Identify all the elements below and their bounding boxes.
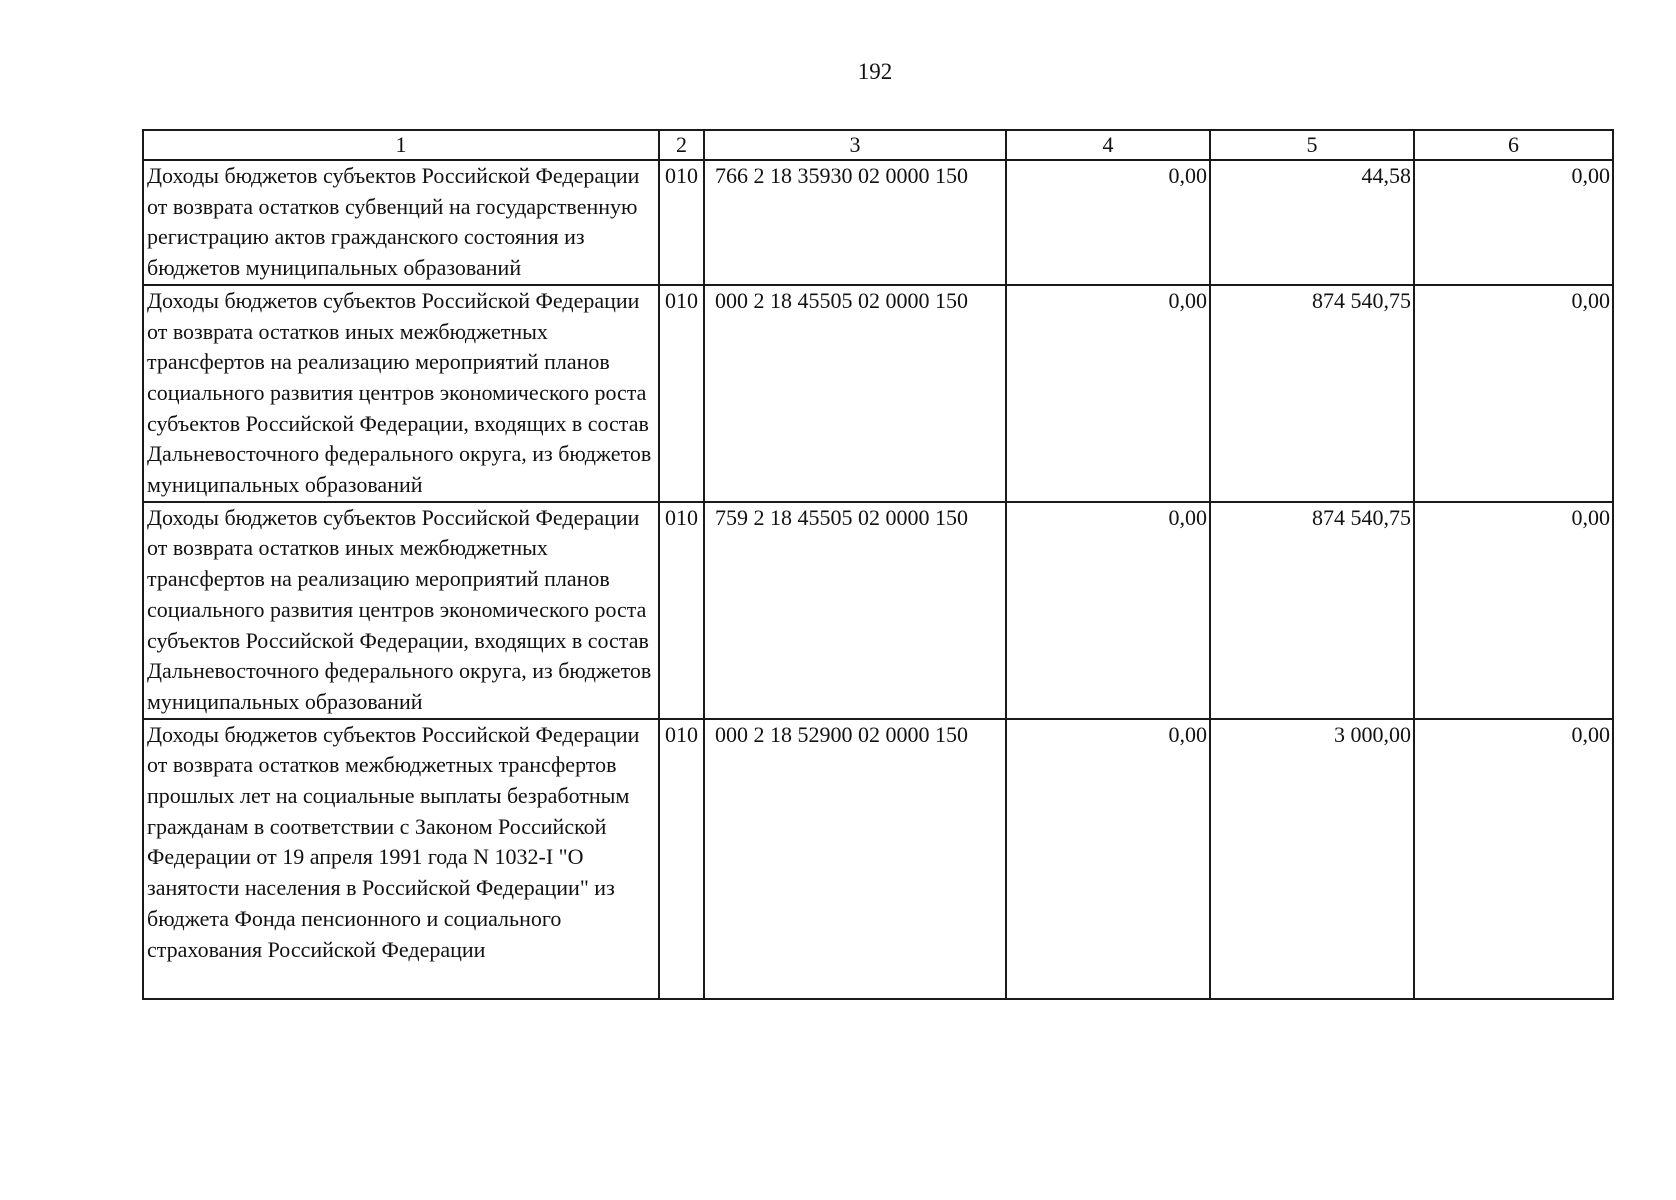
row-description: Доходы бюджетов субъектов Российской Федерации от возврата остатков иных межбюджетных трансфертов на реализацию мероприятий планов социального развития центров экономического роста субъектов Российской Федерации, входящих в состав Дальневосточного федерального округа, из бюджетов муниципальных образований	[143, 502, 659, 719]
table-header-row	[143, 130, 1613, 160]
row-line-code: 010	[659, 285, 704, 502]
table-row	[143, 285, 1613, 502]
table-row	[143, 719, 1613, 999]
row-budget-code: 000 2 18 45505 02 0000 150	[704, 285, 1006, 502]
page-number: 192	[857, 59, 893, 84]
row-value-col6: 0,00	[1414, 502, 1613, 719]
row-value-col5: 3 000,00	[1210, 719, 1414, 999]
table-row	[143, 502, 1613, 719]
column-header-5: 5	[1210, 130, 1414, 160]
row-budget-code: 000 2 18 52900 02 0000 150	[704, 719, 1006, 999]
row-value-col4: 0,00	[1006, 502, 1210, 719]
table-row	[143, 160, 1613, 285]
budget-table	[142, 129, 1614, 1000]
row-value-col4: 0,00	[1006, 285, 1210, 502]
row-value-col5: 874 540,75	[1210, 502, 1414, 719]
column-header-6: 6	[1414, 130, 1613, 160]
column-header-3: 3	[704, 130, 1006, 160]
row-value-col6: 0,00	[1414, 719, 1613, 999]
row-value-col6: 0,00	[1414, 285, 1613, 502]
row-budget-code: 759 2 18 45505 02 0000 150	[704, 502, 1006, 719]
row-value-col4: 0,00	[1006, 160, 1210, 285]
row-budget-code: 766 2 18 35930 02 0000 150	[704, 160, 1006, 285]
column-header-1: 1	[143, 130, 659, 160]
row-description: Доходы бюджетов субъектов Российской Федерации от возврата остатков иных межбюджетных трансфертов на реализацию мероприятий планов социального развития центров экономического роста субъектов Российской Федерации, входящих в состав Дальневосточного федерального округа, из бюджетов муниципальных образований	[143, 285, 659, 502]
column-header-4: 4	[1006, 130, 1210, 160]
row-description: Доходы бюджетов субъектов Российской Федерации от возврата остатков субвенций на государственную регистрацию актов гражданского состояния из бюджетов муниципальных образований	[143, 160, 659, 285]
row-line-code: 010	[659, 160, 704, 285]
row-value-col5: 874 540,75	[1210, 285, 1414, 502]
row-value-col5: 44,58	[1210, 160, 1414, 285]
row-value-col6: 0,00	[1414, 160, 1613, 285]
row-description: Доходы бюджетов субъектов Российской Федерации от возврата остатков межбюджетных трансфертов прошлых лет на социальные выплаты безработным гражданам в соответствии с Законом Российской Федерации от 19 апреля 1991 года N 1032-I "О занятости населения в Российской Федерации" из бюджета Фонда пенсионного и социального страхования Российской Федерации	[143, 719, 659, 999]
row-line-code: 010	[659, 719, 704, 999]
column-header-2: 2	[659, 130, 704, 160]
row-line-code: 010	[659, 502, 704, 719]
row-value-col4: 0,00	[1006, 719, 1210, 999]
